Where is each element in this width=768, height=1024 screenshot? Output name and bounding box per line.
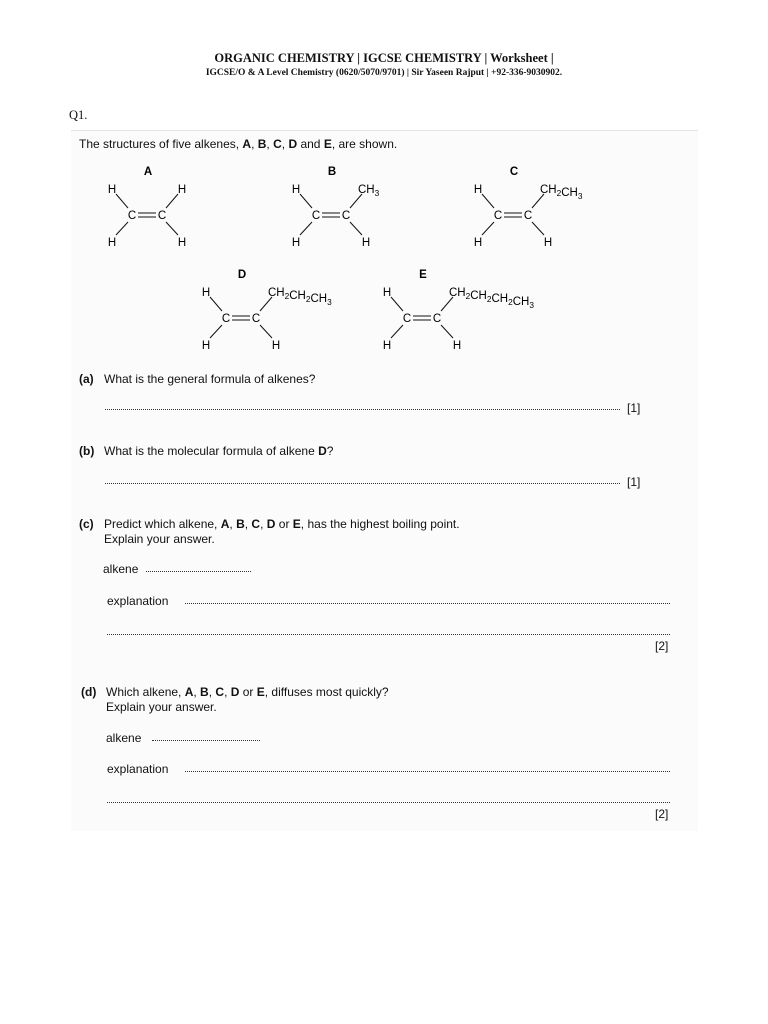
molecule-e-bond-bottom-left bbox=[391, 325, 403, 338]
molecule-c-bond-bottom-left bbox=[482, 222, 494, 235]
molecule-b-sub-bottom-left: H bbox=[291, 237, 301, 249]
molecule-c-sub-top-left: H bbox=[473, 184, 483, 196]
part-b-marks: [1] bbox=[627, 475, 641, 489]
molecule-a-bond-top-left bbox=[116, 194, 128, 208]
molecule-b-carbon-left: C bbox=[311, 210, 321, 222]
molecule-a-bond-top-right bbox=[166, 194, 178, 208]
molecule-c-carbon-right: C bbox=[523, 210, 533, 222]
molecule-e-sub-bottom-left: H bbox=[382, 340, 392, 352]
molecule-c-letter: C bbox=[509, 166, 519, 178]
molecule-e-bond-top-left bbox=[391, 297, 403, 311]
part-a-answer-line[interactable] bbox=[105, 409, 620, 410]
alkene-structures bbox=[0, 0, 768, 380]
molecule-b-bond-top-right bbox=[350, 194, 362, 208]
part-c-explanation-label: explanation bbox=[107, 594, 169, 608]
part-d-text2: Explain your answer. bbox=[106, 700, 217, 714]
molecule-c-carbon-left: C bbox=[493, 210, 503, 222]
worksheet-subtitle: IGCSE/O & A Level Chemistry (0620/5070/9701) | Sir Yaseen Rajput | +92-336-9030902. bbox=[205, 68, 563, 78]
molecule-d-sub-top-right: $CH_2CH_2CH_3$ bbox=[268, 287, 332, 307]
part-d-text: Which alkene, A, B, C, D or E, diffuses most quickly? bbox=[106, 685, 389, 699]
part-c-text2: Explain your answer. bbox=[104, 532, 215, 546]
part-c-alkene-label: alkene bbox=[103, 562, 139, 576]
molecule-d-bond-bottom-left bbox=[210, 325, 222, 338]
intro-text: The structures of five alkenes, A, B, C, D and E, are shown. bbox=[79, 137, 398, 151]
part-c-explanation-line-1[interactable] bbox=[185, 603, 670, 604]
part-d-alkene-answer-line[interactable] bbox=[152, 740, 260, 741]
molecule-a-sub-bottom-left: H bbox=[107, 237, 117, 249]
part-b-answer-line[interactable] bbox=[105, 483, 620, 484]
molecule-d-bond-top-right bbox=[260, 297, 272, 311]
molecule-a-carbon-right: C bbox=[157, 210, 167, 222]
molecule-b-carbon-right: C bbox=[341, 210, 351, 222]
worksheet-title: ORGANIC CHEMISTRY | IGCSE CHEMISTRY | Worksheet | bbox=[214, 51, 554, 65]
part-a-label: (a) bbox=[79, 372, 94, 386]
molecule-e-bond-top-right bbox=[441, 297, 453, 311]
molecule-d-sub-top-left: H bbox=[201, 287, 211, 299]
molecule-d-letter: D bbox=[237, 269, 247, 281]
molecule-d-bond-bottom-right bbox=[260, 325, 272, 338]
part-c-marks: [2] bbox=[655, 639, 669, 653]
part-a-text: What is the general formula of alkenes? bbox=[104, 372, 316, 386]
molecule-d-bond-top-left bbox=[210, 297, 222, 311]
molecule-e-sub-top-right: $CH_2CH_2CH_2CH_3$ bbox=[449, 287, 534, 310]
molecule-a-bond-bottom-right bbox=[166, 222, 178, 235]
molecule-e-carbon-right: C bbox=[432, 313, 442, 325]
molecule-d-carbon-right: C bbox=[251, 313, 261, 325]
molecule-b-letter: B bbox=[327, 166, 337, 178]
molecule-a-sub-top-right: H bbox=[177, 184, 187, 196]
molecule-e-carbon-left: C bbox=[402, 313, 412, 325]
molecule-e-letter: E bbox=[419, 269, 427, 281]
molecule-a-bond-bottom-left bbox=[116, 222, 128, 235]
part-d-explanation-label: explanation bbox=[107, 762, 169, 776]
question-number: Q1. bbox=[69, 108, 88, 122]
part-c-label: (c) bbox=[79, 517, 94, 531]
molecule-b-sub-top-right: $CH_3$ bbox=[358, 184, 380, 198]
molecule-e-sub-bottom-right: H bbox=[452, 340, 462, 352]
molecule-c-bond-bottom-right bbox=[532, 222, 544, 235]
molecule-a-letter: A bbox=[143, 166, 153, 178]
molecule-e-sub-top-left: H bbox=[382, 287, 392, 299]
part-d-alkene-label: alkene bbox=[106, 731, 142, 745]
part-c-explanation-line-2[interactable] bbox=[107, 634, 670, 635]
molecule-c-sub-bottom-right: H bbox=[543, 237, 553, 249]
part-c-alkene-answer-line[interactable] bbox=[146, 571, 251, 572]
part-d-explanation-line-1[interactable] bbox=[185, 771, 670, 772]
molecule-e-bond-bottom-right bbox=[441, 325, 453, 338]
molecule-b-bond-top-left bbox=[300, 194, 312, 208]
molecule-c-bond-top-left bbox=[482, 194, 494, 208]
molecule-a-sub-bottom-right: H bbox=[177, 237, 187, 249]
part-c-text: Predict which alkene, A, B, C, D or E, has the highest boiling point. bbox=[104, 517, 460, 531]
part-a-marks: [1] bbox=[627, 401, 641, 415]
part-b-text: What is the molecular formula of alkene D? bbox=[104, 444, 334, 458]
part-d-explanation-line-2[interactable] bbox=[107, 802, 670, 803]
part-b-label: (b) bbox=[79, 444, 95, 458]
part-d-label: (d) bbox=[81, 685, 97, 699]
molecule-c-bond-top-right bbox=[532, 194, 544, 208]
molecule-c-sub-bottom-left: H bbox=[473, 237, 483, 249]
molecule-a-sub-top-left: H bbox=[107, 184, 117, 196]
molecule-b-sub-top-left: H bbox=[291, 184, 301, 196]
molecule-b-bond-bottom-left bbox=[300, 222, 312, 235]
part-d-marks: [2] bbox=[655, 807, 669, 821]
molecule-d-carbon-left: C bbox=[221, 313, 231, 325]
molecule-a-carbon-left: C bbox=[127, 210, 137, 222]
molecule-d-sub-bottom-left: H bbox=[201, 340, 211, 352]
molecule-d-sub-bottom-right: H bbox=[271, 340, 281, 352]
molecule-c-sub-top-right: $CH_2CH_3$ bbox=[540, 184, 583, 201]
molecule-b-sub-bottom-right: H bbox=[361, 237, 371, 249]
molecule-b-bond-bottom-right bbox=[350, 222, 362, 235]
